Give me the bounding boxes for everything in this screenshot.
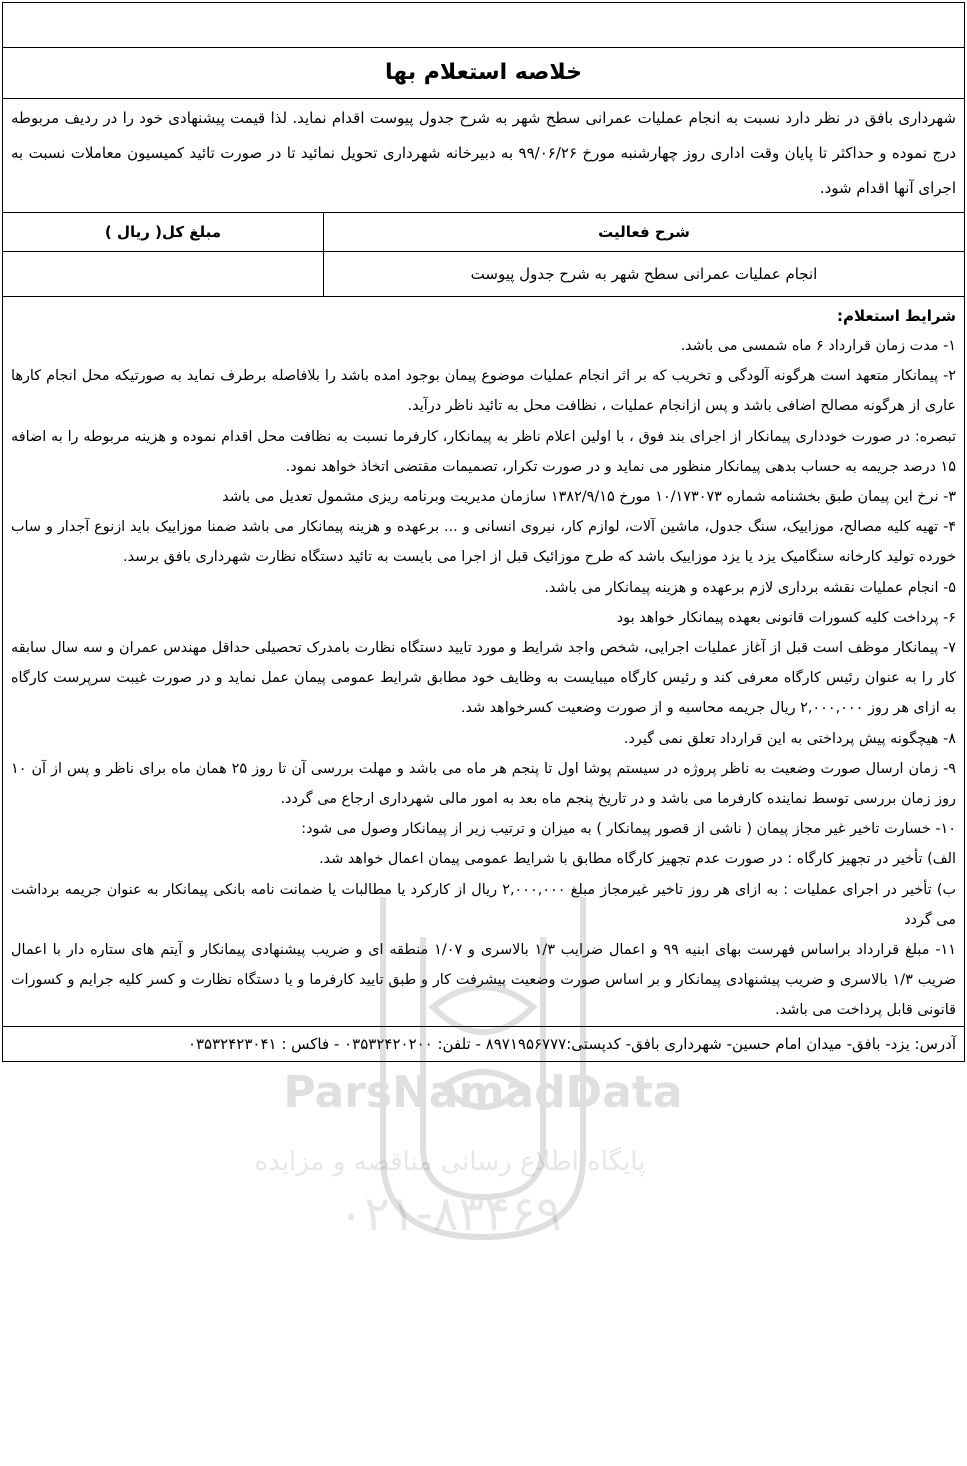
condition-subitem: الف) تأخیر در تجهیز کارگاه : در صورت عدم تجهیز کارگاه مطابق با شرایط عمومی پیمان اعمال خواهد شد.: [319, 851, 956, 868]
cell-amount: [3, 252, 323, 296]
condition-item: ۲- پیمانکار متعهد است هرگونه آلودگی و تخریب که بر اثر انجام عملیات موضوع پیمان بوجود امده باشد را بلافاصله برطرف نماید به صورتیکه محل انجام کارها عاری از هرگونه مصالح اضافی باشد و پس ازانجام عملیات ، نظافت محل به تائید ناظر درآید.: [11, 368, 956, 415]
amount-column: [3, 213, 323, 296]
condition-item: ۴- تهیه کلیه مصالح، موزاییک، سنگ جدول، ماشین آلات، لوازم کار، نیروی انسانی و ... برعهده و هزینه پیمانکار می باشد ضمنا موزاییک باید ازنوع آجدار و ساب خورده تولید کارخانه سنگامیک یزد یا یزد موزاییک باشد که طرح موزائیک قبل از اجرا می بایست به تائید دستگاه نظارت شهرداری بافق برسد.: [11, 519, 956, 566]
watermark-tagline: پایگاه اطلاع رسانی مناقصه و مزایده: [254, 1147, 646, 1177]
condition-item: ۸- هیچگونه پیش پرداختی به این قرارداد تعلق نمی گیرد.: [623, 730, 956, 747]
address-footer: آدرس: یزد- بافق- میدان امام حسین- شهرداری بافق- کدپستی:۸۹۷۱۹۵۶۷۷۷ - تلفن: ۰۳۵۳۲۴۲۰۲۰۰ - فاکس : ۰۳۵۳۲۴۲۳۰۴۱: [3, 1026, 964, 1061]
header-amount: مبلغ کل( ریال ): [3, 213, 323, 252]
condition-note: تبصره: در صورت خودداری پیمانکار از اجرای بند فوق ، با اولین اعلام ناظر به پیمانکار، کارفرما نسبت به نظافت محل اقدام نموده و هزینه مربوطه را به اضافه ۱۵ درصد جریمه به حساب بدهی پیمانکار منظور می نماید و در صورت تکرار، تصمیمات مقتضی اتخاذ خواهد نمود.: [11, 428, 956, 475]
intro-paragraph: شهرداری بافق در نظر دارد نسبت به انجام عملیات عمرانی سطح شهر به شرح جدول پیوست اقدام نماید. لذا قیمت پیشنهادی خود را در ردیف مربوطه درج نموده و حداکثر تا پایان وقت اداری روز چهارشنبه مورخ ۹۹/۰۶/۲۶ به دبیرخانه شهرداری تحویل نمائید تا در صورت تائید کمیسیون معاملات نسبت به اجرای آنها اقدام شود.: [3, 99, 964, 213]
condition-item: ۱۱- مبلغ قرارداد براساس فهرست بهای ابنیه ۹۹ و اعمال ضرایب ۱/۳ بالاسری و ۱/۰۷ منطقه ای و ضریب پیشنهادی پیمانکار و آیتم های ستاره دار با اعمال ضریب ۱/۳ بالاسری و ضریب پیشنهادی پیمانکار و بر اساس صورت وضعیت پیشرفت کار و طبق تایید کارفرما و یا دستگاه نظارت و کسر کلیه جرایم و کسورات قانونی قابل پرداخت می باشد.: [11, 942, 956, 1019]
condition-item: ۵- انجام عملیات نقشه برداری لازم برعهده و هزینه پیمانکار می باشد.: [544, 579, 956, 596]
cell-activity: انجام عملیات عمرانی سطح شهر به شرح جدول پیوست: [470, 265, 818, 283]
condition-subitem: ب) تأخیر در اجرای عملیات : به ازای هر روز تاخیر غیرمجاز مبلغ ۲,۰۰۰,۰۰۰ ریال از کارکرد یا مطالبات یا ضمانت نامه بانکی پیمانکار به عنوان جریمه برداشت می گردد: [11, 881, 956, 928]
top-blank-row: [3, 3, 964, 48]
conditions-heading: شرایط استعلام:: [836, 307, 956, 325]
watermark-brand: ParsNamadData: [283, 1067, 683, 1118]
condition-item: ۶- پرداخت کلیه کسورات قانونی بعهده پیمانکار خواهد بود: [616, 609, 956, 626]
condition-item: ۳- نرخ این پیمان طبق بخشنامه شماره ۱۰/۱۷۳۰۷۳ مورخ ۱۳۸۲/۹/۱۵ سازمان مدیریت وبرنامه ریزی مشمول تعدیل می باشد: [222, 489, 956, 506]
document: [2, 2, 965, 1118]
activity-column: [323, 213, 964, 296]
watermark-stamp-icon: [240, 1120, 660, 1280]
condition-item: ۷- پیمانکار موظف است قبل از آغاز عملیات اجرایی، شخص واجد شرایط و مورد تایید دستگاه نظارت بامدرک تحصیلی حداقل مهندس عمران و سه سال سابقه کار را به عنوان رئیس کارگاه معرفی کند و رئیس کارگاه میبایست به وظایف خود مطابق شرایط عمومی پیمان عمل نماید و در صورت غیبت سرپرست کارگاه به ازای هر روز ۲,۰۰۰,۰۰۰ ریال جریمه محاسبه و از صورت وضعیت کسرخواهد شد.: [11, 640, 956, 717]
condition-item: ۱- مدت زمان قرارداد ۶ ماه شمسی می باشد.: [680, 338, 956, 354]
condition-item: ۱۰- خسارت تاخیر غیر مجاز پیمان ( ناشی از قصور پیمانکار ) به میزان و ترتیب زیر از پیمانکار وصول می شود:: [301, 821, 956, 838]
document-title: خلاصه استعلام بها: [3, 48, 964, 99]
watermark-phone: ۰۲۱-۸۳۴۶۹: [338, 1186, 562, 1242]
header-activity: شرح فعالیت: [324, 213, 964, 252]
activity-table: [3, 213, 964, 297]
condition-item: ۹- زمان ارسال صورت وضعیت به ناظر پروژه در سیستم پوشا اول تا پنجم هر ماه می باشد و مهلت بررسی آن تا روز ۲۵ همان ماه برای ناظر و پس از آن ۱۰ روز زمان بررسی توسط نماینده کارفرما می باشد و در تاریخ پنجم ماه بعد به امور مالی شهرداری ارجاع می گردد.: [11, 760, 956, 808]
